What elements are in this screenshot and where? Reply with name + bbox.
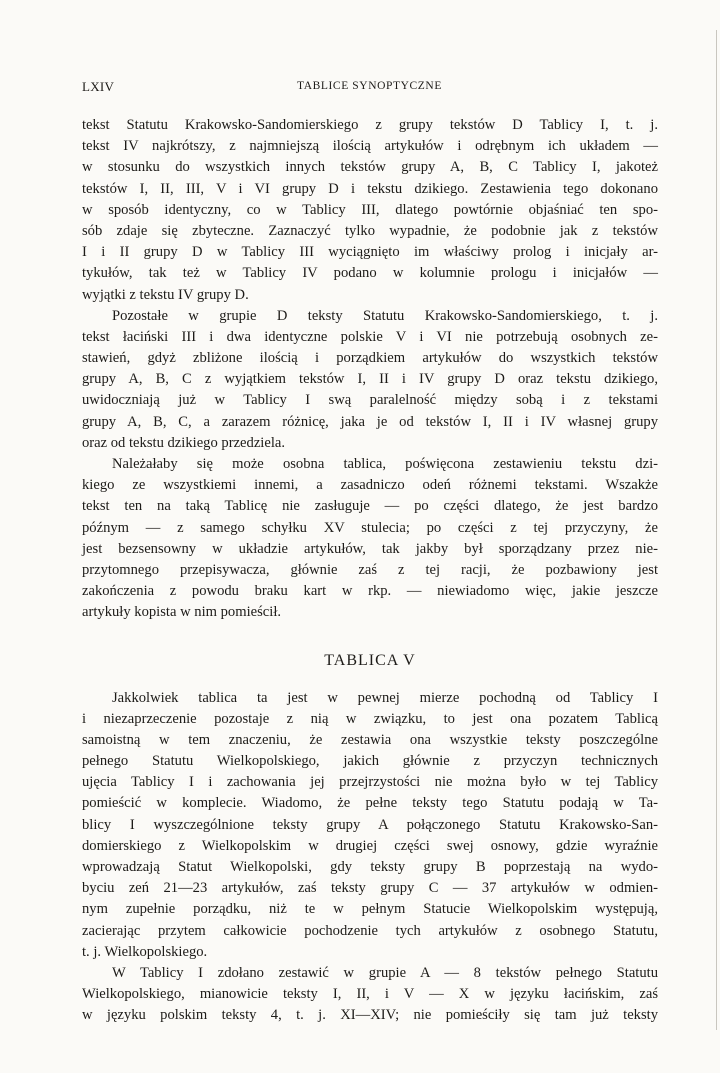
text-line: tekstów I, II, III, V i VI grupy D i tekstu dzikiego. Zestawienia tego dokonano <box>82 180 658 197</box>
text-line: w języku polskim teksty 4, t. j. XI—XIV; nie pomieściły się tam już teksty <box>82 1007 658 1024</box>
text-line: W Tablicy I zdołano zestawić w grupie A — 8 tekstów pełnego Statutu <box>112 964 658 981</box>
text-line: Należałaby się może osobna tablica, poświęcona zestawieniu tekstu dzi- <box>112 456 658 472</box>
page-header <box>82 79 460 99</box>
text-line: Jakkolwiek tablica ta jest w pewnej mierze pochodną od Tablicy I <box>112 689 658 706</box>
text-line: w sposób identyczny, co w Tablicy III, dlatego powtórnie objaśniać ten spo- <box>82 201 658 218</box>
page-edge <box>716 30 717 1030</box>
text-line: pełnego Statutu Wielkopolskiego, jakich głównie z przyczyn technicznych <box>82 753 658 770</box>
text-line: oraz od tekstu dzikiego przedziela. <box>82 434 286 451</box>
text-line: jest bezsensowny w układzie artykułów, tak jakby był sporządzany przez nie- <box>82 540 658 557</box>
page-number: LXIV <box>82 79 115 94</box>
paragraph <box>82 963 658 1027</box>
text-line: byciu zeń 21—23 artykułów, zaś teksty grupy C — 37 artykułów w odmien- <box>82 880 658 897</box>
text-line: tekst ten na taką Tablicę nie zasługuje — po części dlatego, że jest bardzo <box>82 498 658 515</box>
running-title: TABLICE SYNOPTYCZNE <box>297 80 442 92</box>
section-heading: TABLICA V <box>324 651 416 669</box>
top-paragraphs <box>82 115 658 624</box>
text-line: samoistną w tem znaczeniu, że zestawia ona wszystkie teksty poszczególne <box>82 731 658 748</box>
text-line: i niezaprzeczenie pozostaje z nią w związku, to jest ona pozatem Tablicą <box>82 710 658 727</box>
text-line: pomieścić w komplecie. Wiadomo, że pełne teksty tego Statutu podają w Ta- <box>82 795 658 812</box>
text-line: blicy I wyszczególnione teksty grupy A połączonego Statutu Krakowsko-San- <box>82 816 658 833</box>
text-line: ujęcia Tablicy I i zachowania jej przejrzystości nie można było w tej Tablicy <box>82 774 658 791</box>
text-line: tekst łaciński III i dwa identyczne polskie V i VI nie potrzebują osobnych ze- <box>82 328 658 345</box>
text-line: stawień, gdyż zbliżone ilością i porządkiem artykułów do wszystkich tekstów <box>82 350 658 367</box>
text-line: grupy A, B, C z wyjątkiem tekstów I, II i IV grupy D oraz tekstu dzikiego, <box>82 371 658 388</box>
text-line: sób zdaje się zbyteczne. Zaznaczyć tylko wypadnie, że podobnie jak z tekstów <box>82 222 658 239</box>
text-line: wyjątki z tekstu IV grupy D. <box>82 286 249 303</box>
text-line: artykuły kopista w nim pomieścił. <box>82 604 282 621</box>
text-line: t. j. Wielkopolskiego. <box>82 943 208 960</box>
text-line: zacierając przytem całkowicie pochodzenie tych artykułów z osobnego Statutu, <box>82 922 658 939</box>
text-line: I i II grupy D w Tablicy III wyciągnięto im właściwy prolog i inicjały ar- <box>82 244 658 261</box>
paragraph <box>82 306 658 454</box>
text-line: nym zupełnie porządku, niż te w pełnym Statucie Wielkopolskim występują, <box>82 901 658 918</box>
text-line: domierskiego z Wielkopolskim w drugiej części swej osnowy, gdzie wyraźnie <box>82 837 658 854</box>
paragraph <box>82 454 658 624</box>
text-line: wprowadzają Statut Wielkopolski, gdy teksty grupy B poprzestają na wydo- <box>82 859 658 875</box>
text-line: późnym — z samego schyłku XV stulecia; po części z tej przyczyny, że <box>82 519 658 536</box>
page-body <box>82 115 658 1027</box>
text-line: tykułów, tak też w Tablicy IV podano w kolumnie prologu i inicjałów — <box>82 265 658 282</box>
text-line: grupy A, B, C, a zarazem różnicę, jaka je od tekstów I, II i IV własnej grupy <box>82 413 658 430</box>
text-line: w stosunku do wszystkich innych tekstów grupy A, B, C Tablicy I, jakoteż <box>82 159 658 176</box>
text-line: kiego ze wszystkiemi innemi, a zasadniczo odeń różnemi tekstami. Wszakże <box>82 477 658 494</box>
text-line: zakończenia z powodu braku kart w rkp. — niewiadomo więc, jakie jeszcze <box>82 583 658 600</box>
text-line: przytomnego przepisywacza, głównie zaś z tej racji, że pozbawiony jest <box>82 561 658 578</box>
text-line: tekst Statutu Krakowsko-Sandomierskiego z grupy tekstów D Tablicy I, t. j. <box>82 117 658 133</box>
text-line: uwidoczniają już w Tablicy I swą paralelność między sobą i z tekstami <box>82 392 658 409</box>
text-line: tekst IV najkrótszy, z najmniejszą ilością artykułów i odrębnym ich układem — <box>82 138 658 155</box>
text-line: Wielkopolskiego, mianowicie teksty I, II, i V — X w języku łacińskim, zaś <box>82 986 658 1003</box>
bottom-paragraphs <box>82 688 658 1027</box>
text-line: Pozostałe w grupie D teksty Statutu Krakowsko-Sandomierskiego, t. j. <box>112 307 658 324</box>
paragraph <box>82 688 658 963</box>
paragraph <box>82 115 658 306</box>
